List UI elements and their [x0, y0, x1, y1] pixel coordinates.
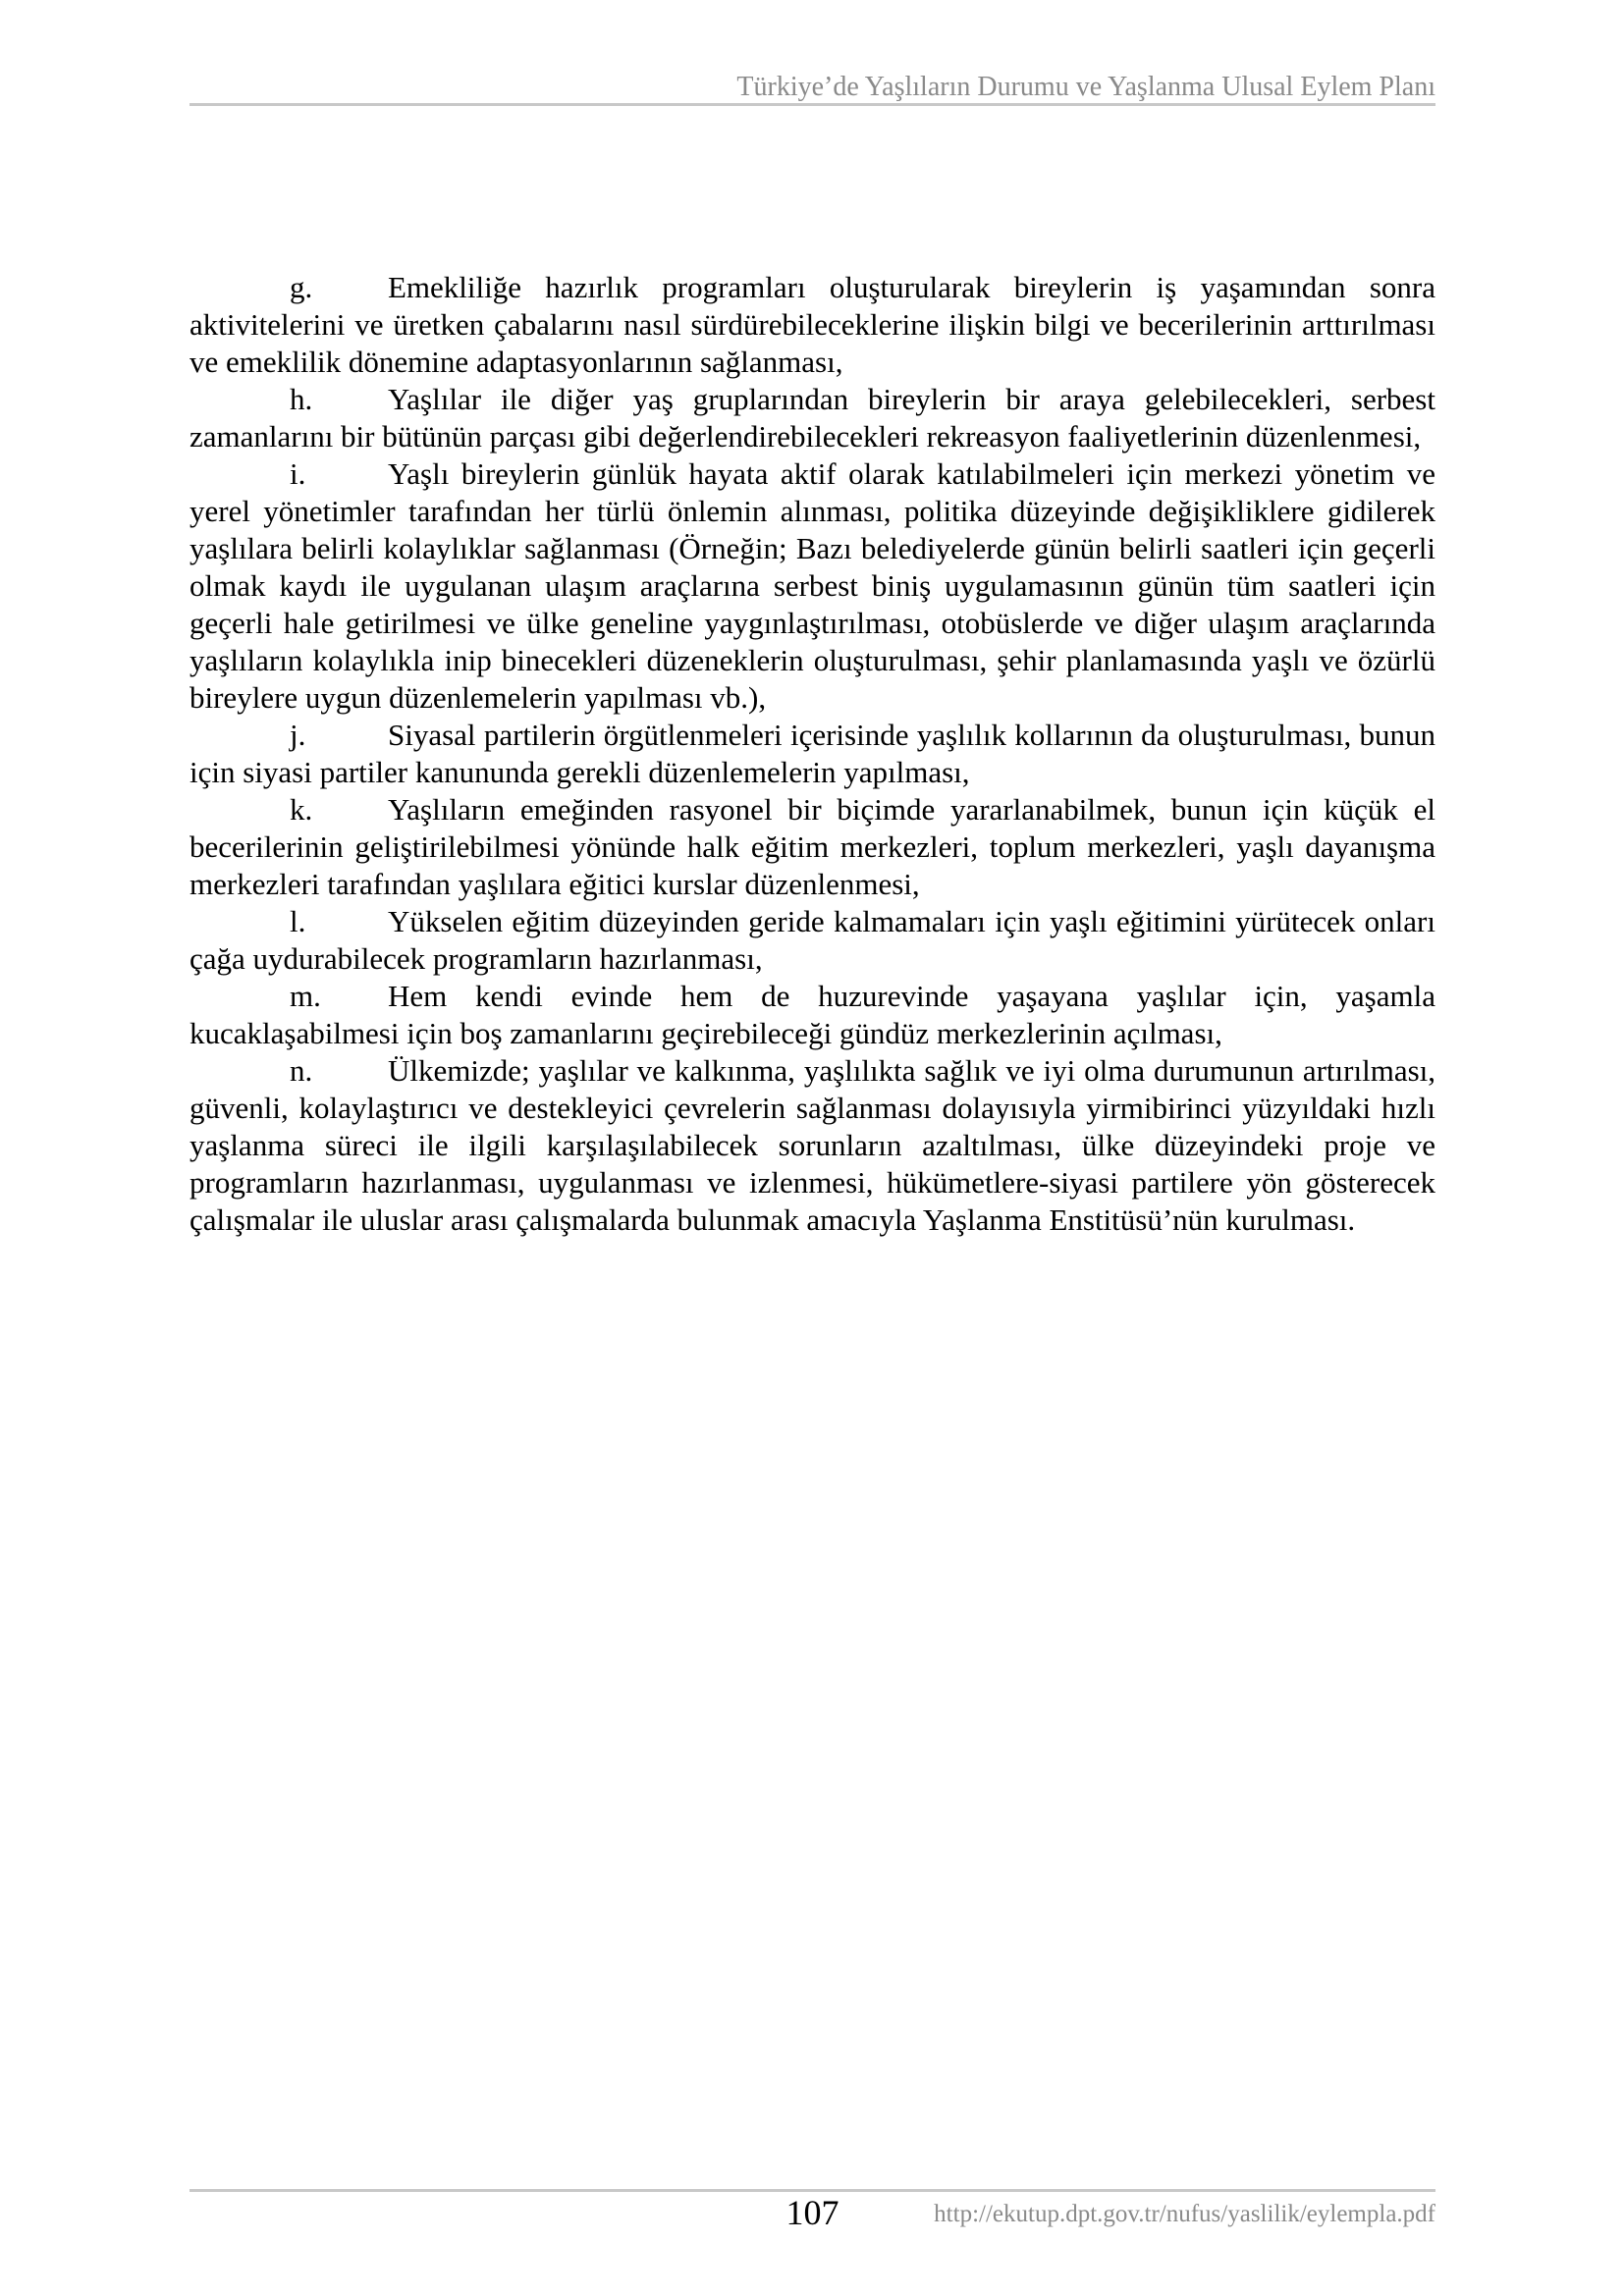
list-item-text: Yükselen eğitim düzeyinden geride kalmamaları için yaşlı eğitimini yürütecek onları çağa uydurabilecek programların hazırlanması,: [189, 904, 1435, 976]
list-item-m: [189, 978, 1435, 1052]
list-item-h: [189, 381, 1435, 455]
list-item-j: [189, 717, 1435, 791]
list-item-text: Yaşlı bireylerin günlük hayata aktif olarak katılabilmeleri için merkezi yönetim ve yerel yönetimler tarafından her türlü önlemin alınması, politika düzeyinde değişikliklere gidilerek yaşlılara belirli kolaylıklar sağlanması (Örneğin; Bazı belediyelerde günün belirli saatleri için geçerli olmak kaydı ile uygulanan ulaşım araçlarına serbest biniş uygulamasının günün tüm saatleri için geçerli hale getirilmesi ve ülke geneline yaygınlaştırılması, otobüslerde ve diğer ulaşım araçlarında yaşlıların kolaylıkla inip binecekleri düzeneklerin oluşturulması, şehir planlamasında yaşlı ve özürlü bireylere uygun düzenlemelerin yapılması vb.),: [189, 456, 1435, 715]
list-item-label: k.: [290, 792, 313, 827]
list-item-label: n.: [290, 1053, 313, 1088]
list-item-n: [189, 1052, 1435, 1239]
document-body: [189, 269, 1435, 1239]
list-item-text: Emekliliğe hazırlık programları oluşturularak bireylerin iş yaşamından sonra aktivitelerini ve üretken çabalarını nasıl sürdürebileceklerine ilişkin bilgi ve becerilerinin arttırılması ve emeklilik dönemine adaptasyonlarının sağlanması,: [189, 270, 1435, 379]
page-header-title: Türkiye’de Yaşlıların Durumu ve Yaşlanma Ulusal Eylem Planı: [736, 72, 1435, 102]
footer-divider: [189, 2189, 1435, 2192]
list-item-label: j.: [290, 718, 306, 752]
list-item-label: m.: [290, 979, 321, 1013]
list-item-text: Yaşlılar ile diğer yaş gruplarından bireylerin bir araya gelebilecekleri, serbest zamanlarını bir bütünün parçası gibi değerlendirebilecekleri rekreasyon faaliyetlerinin düzenlenmesi,: [189, 382, 1435, 454]
list-item-text: Hem kendi evinde hem de huzurevinde yaşayana yaşlılar için, yaşamla kucaklaşabilmesi için boş zamanlarını geçirebileceği gündüz merkezlerinin açılması,: [189, 979, 1435, 1050]
list-item-label: h.: [290, 382, 313, 416]
footer-source-url: http://ekutup.dpt.gov.tr/nufus/yaslilik/eylempla.pdf: [934, 2201, 1435, 2227]
list-item-text: Ülkemizde; yaşlılar ve kalkınma, yaşlılıkta sağlık ve iyi olma durumunun artırılması, güvenli, kolaylaştırıcı ve destekleyici çevrelerin sağlanması dolayısıyla yirmibirinci yüzyıldaki hızlı yaşlanma süreci ile ilgili karşılaşılabilecek sorunların azaltılması, ülke düzeyindeki proje ve programların hazırlanması, uygulanması ve izlenmesi, hükümetlere-siyasi partilere yön gösterecek çalışmalar ile uluslar arası çalışmalarda bulunmak amacıyla Yaşlanma Enstitüsü’nün kurulması.: [189, 1053, 1435, 1237]
header-divider: [189, 103, 1435, 106]
page-number: 107: [785, 2193, 839, 2232]
list-item-label: i.: [290, 456, 306, 491]
list-item-text: Yaşlıların emeğinden rasyonel bir biçimde yararlanabilmek, bunun için küçük el becerilerinin geliştirilebilmesi yönünde halk eğitim merkezleri, toplum merkezleri, yaşlı dayanışma merkezleri tarafından yaşlılara eğitici kurslar düzenlenmesi,: [189, 792, 1435, 901]
list-item-l: [189, 903, 1435, 978]
list-item-i: [189, 455, 1435, 717]
list-item-label: g.: [290, 270, 313, 304]
list-item-g: [189, 269, 1435, 381]
list-item-text: Siyasal partilerin örgütlenmeleri içerisinde yaşlılık kollarının da oluşturulması, bunun için siyasi partiler kanununda gerekli düzenlemelerin yapılması,: [189, 718, 1435, 789]
list-item-k: [189, 791, 1435, 903]
list-item-label: l.: [290, 904, 306, 938]
